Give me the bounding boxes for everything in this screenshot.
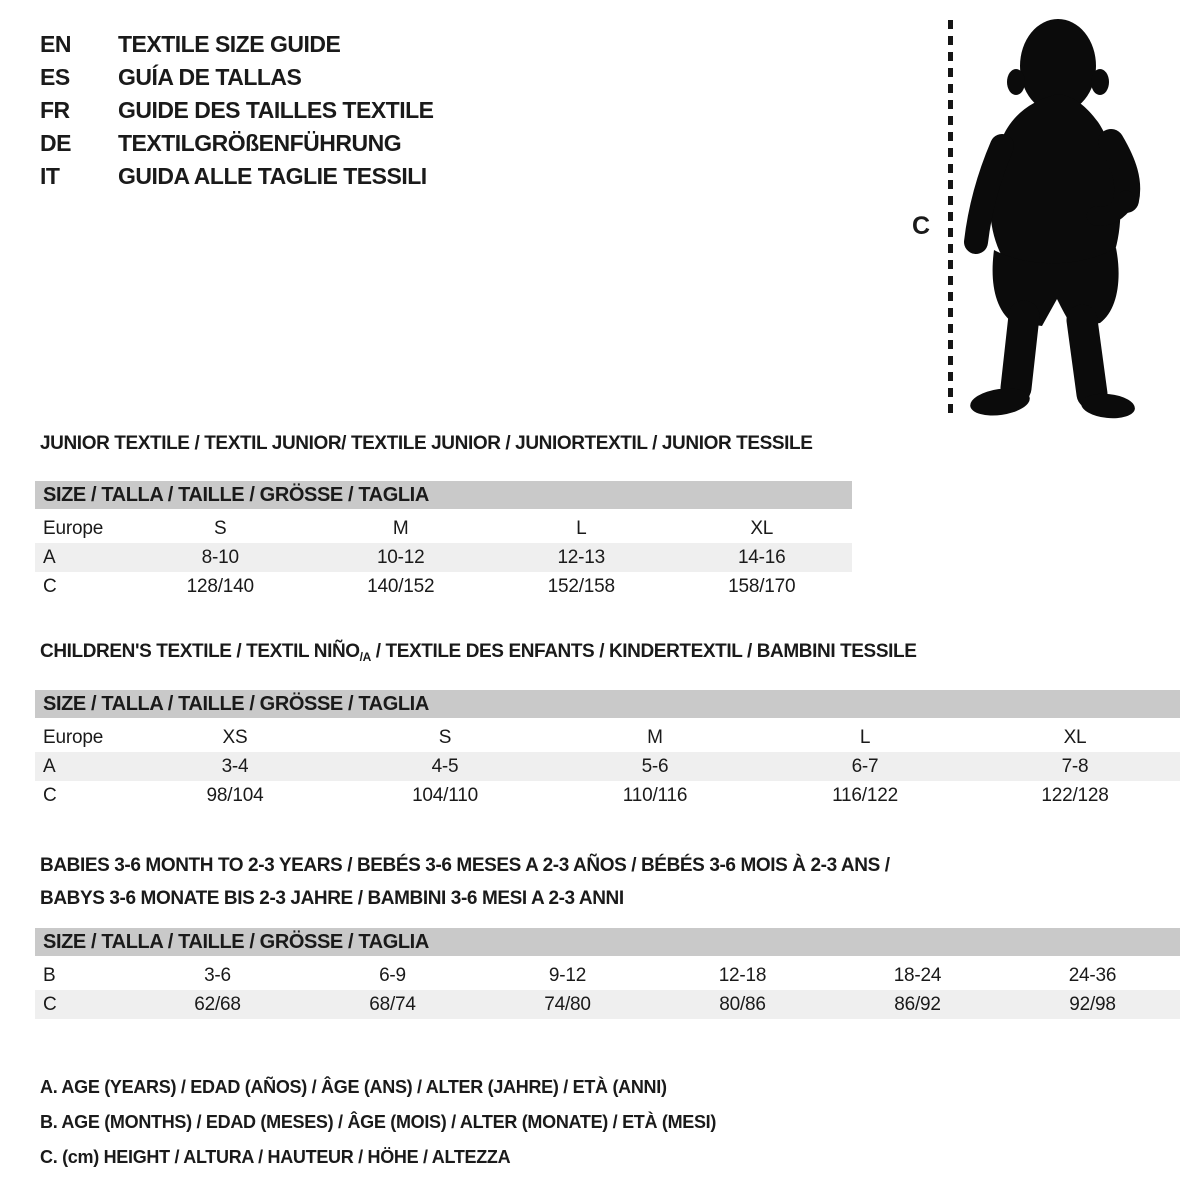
babies-section-title	[40, 849, 890, 915]
table-cell: 74/80	[544, 993, 591, 1015]
table-cell: 128/140	[186, 575, 254, 597]
table-cell: 7-8	[1061, 755, 1089, 777]
table-cell: 9-12	[548, 964, 587, 986]
row-label: A	[43, 546, 56, 568]
legend-line-c: C. (cm) HEIGHT / ALTURA / HAUTEUR / HÖHE / ALTEZZA	[40, 1147, 511, 1167]
table-cell: 14-16	[737, 546, 786, 568]
language-row-de	[40, 127, 434, 160]
children-row-height	[35, 781, 1180, 810]
children-size-table	[35, 690, 1180, 810]
table-cell: 18-24	[893, 964, 942, 986]
table-cell: 122/128	[1041, 784, 1109, 806]
children-row-europe	[35, 723, 1180, 752]
language-code: FR	[40, 97, 70, 123]
table-cell: M	[392, 517, 409, 539]
children-title-sub: /A	[359, 650, 371, 664]
table-cell: 140/152	[367, 575, 435, 597]
table-cell: S	[214, 517, 227, 539]
measurement-legend	[40, 1070, 716, 1175]
table-cell: 5-6	[641, 755, 669, 777]
table-cell: XL	[750, 517, 774, 539]
language-label: TEXTILE SIZE GUIDE	[118, 31, 341, 57]
table-cell: 98/104	[206, 784, 264, 806]
babies-title-line1: BABIES 3-6 MONTH TO 2-3 YEARS / BEBÉS 3-6 MESES A 2-3 AÑOS / BÉBÉS 3-6 MOIS À 2-3 ANS /	[40, 855, 890, 876]
row-label: Europe	[43, 517, 104, 539]
table-cell: 158/170	[728, 575, 796, 597]
table-cell: 68/74	[369, 993, 416, 1015]
table-cell: 12-18	[718, 964, 767, 986]
table-cell: 6-9	[379, 964, 406, 986]
language-label: GUIDA ALLE TAGLIE TESSILI	[118, 163, 427, 189]
legend-line-b: B. AGE (MONTHS) / EDAD (MESES) / ÂGE (MOIS) / ALTER (MONATE) / ETÀ (MESI)	[40, 1112, 717, 1132]
row-label: C	[43, 575, 57, 597]
row-label: B	[43, 964, 56, 986]
language-code: IT	[40, 163, 60, 189]
table-cell: 62/68	[194, 993, 241, 1015]
table-cell: 3-6	[204, 964, 231, 986]
table-cell: 24-36	[1068, 964, 1117, 986]
children-section-title	[40, 641, 916, 668]
language-label: TEXTILGRÖßENFÜHRUNG	[118, 130, 402, 156]
language-code: DE	[40, 130, 71, 156]
table-cell: 110/116	[622, 784, 688, 806]
table-cell: 6-7	[851, 755, 879, 777]
babies-size-header-bar: SIZE / TALLA / TAILLE / GRÖSSE / TAGLIA	[35, 928, 1180, 956]
legend-line-a: A. AGE (YEARS) / EDAD (AÑOS) / ÂGE (ANS) / ALTER (JAHRE) / ETÀ (ANNI)	[40, 1077, 667, 1097]
language-label: GUIDE DES TAILLES TEXTILE	[118, 97, 434, 123]
children-size-header-bar: SIZE / TALLA / TAILLE / GRÖSSE / TAGLIA	[35, 690, 1180, 718]
table-cell: 3-4	[221, 755, 249, 777]
height-measure-label: C	[912, 212, 931, 240]
babies-size-table	[35, 928, 1180, 1019]
children-title-main: CHILDREN'S TEXTILE / TEXTIL NIÑO	[40, 641, 360, 662]
table-cell: 92/98	[1069, 993, 1116, 1015]
babies-title-line2: BABYS 3-6 MONATE BIS 2-3 JAHRE / BAMBINI 3-6 MESI A 2-3 ANNI	[40, 888, 624, 909]
language-label: GUÍA DE TALLAS	[118, 64, 302, 90]
language-code: ES	[40, 64, 70, 90]
row-label: Europe	[43, 726, 104, 748]
table-cell: S	[438, 726, 452, 748]
language-code: EN	[40, 31, 71, 57]
table-cell: XL	[1063, 726, 1087, 748]
table-cell: 8-10	[201, 546, 239, 568]
table-cell: XS	[222, 726, 248, 748]
row-label: C	[43, 993, 57, 1015]
junior-size-table	[35, 481, 852, 601]
children-row-age	[35, 752, 1180, 781]
table-cell: 10-12	[376, 546, 425, 568]
table-cell: 86/92	[894, 993, 941, 1015]
table-cell: 104/110	[412, 784, 478, 806]
row-label: A	[43, 755, 56, 777]
table-cell: 116/122	[832, 784, 898, 806]
junior-row-height	[35, 572, 852, 601]
language-row-fr	[40, 94, 434, 127]
language-row-it	[40, 160, 434, 193]
junior-section-title: JUNIOR TEXTILE / TEXTIL JUNIOR/ TEXTILE JUNIOR / JUNIORTEXTIL / JUNIOR TESSILE	[40, 433, 813, 454]
table-cell: L	[859, 726, 871, 748]
junior-size-header-bar: SIZE / TALLA / TAILLE / GRÖSSE / TAGLIA	[35, 481, 852, 509]
language-row-es	[40, 61, 434, 94]
babies-row-height	[35, 990, 1180, 1019]
table-cell: L	[576, 517, 587, 539]
height-measure-dashed-line	[948, 20, 953, 416]
table-cell: 12-13	[557, 546, 606, 568]
table-cell: M	[647, 726, 663, 748]
children-title-rest: / TEXTILE DES ENFANTS / KINDERTEXTIL / BAMBINI TESSILE	[370, 641, 917, 662]
toddler-silhouette-icon	[958, 16, 1146, 420]
babies-row-months	[35, 961, 1180, 990]
language-row-en	[40, 28, 434, 61]
junior-row-age	[35, 543, 852, 572]
junior-row-europe	[35, 514, 852, 543]
table-cell: 152/158	[547, 575, 615, 597]
row-label: C	[43, 784, 57, 806]
language-title-block	[40, 28, 434, 193]
table-cell: 4-5	[431, 755, 459, 777]
table-cell: 80/86	[719, 993, 766, 1015]
